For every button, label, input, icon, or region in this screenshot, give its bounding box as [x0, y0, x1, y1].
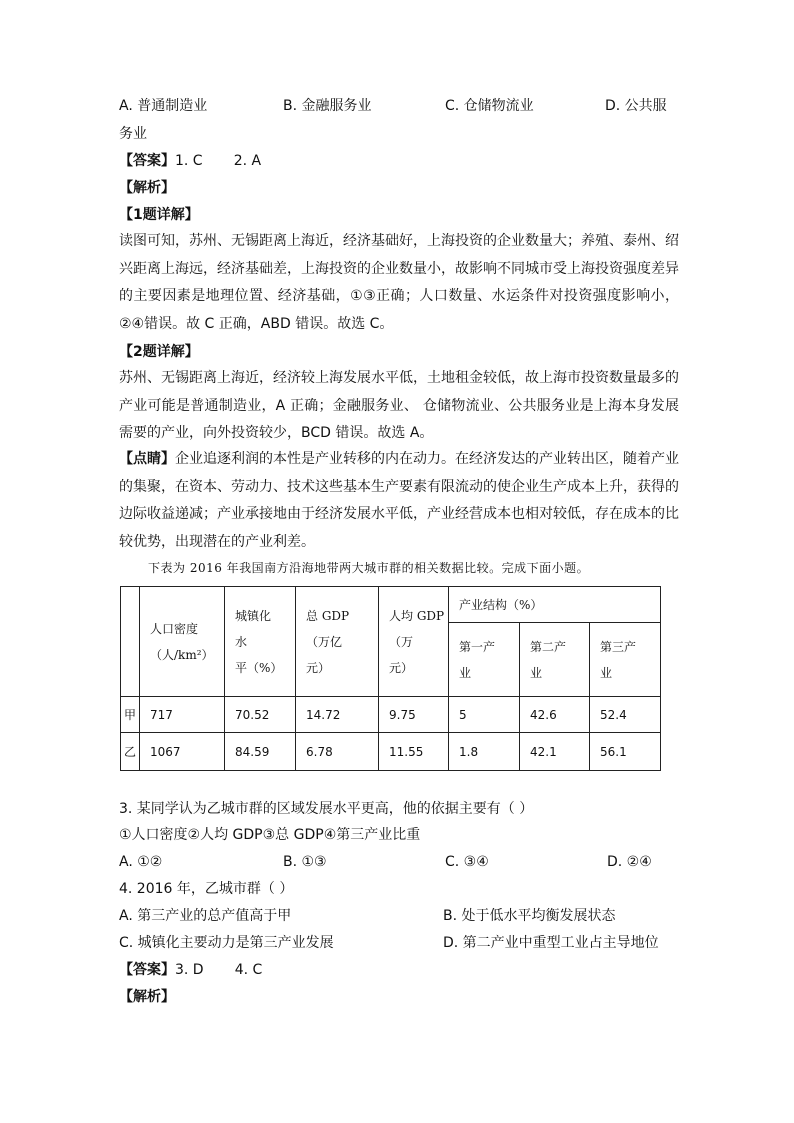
cell-per-capita-gdp: 9.75 [379, 697, 449, 733]
note-paragraph [119, 446, 679, 556]
detail-2-heading: 【2题详解】 [119, 344, 199, 360]
option-b: B. 处于低水平均衡发展状态 [443, 908, 616, 924]
header-per-capita-gdp: 人均 GDP （万 元） [379, 587, 449, 697]
cell-secondary: 42.1 [520, 733, 590, 771]
option-c: C. 仓储物流业 [445, 98, 534, 114]
answer-text: 3. D 4. C [175, 962, 263, 978]
analysis-heading: 【解析】 [119, 180, 175, 196]
table-header-row [121, 587, 661, 623]
answer-tag: 【答案】 [119, 962, 175, 978]
table-row [121, 697, 661, 733]
answer-line [119, 960, 262, 980]
table-caption: 下表为 2016 年我国南方沿海地带两大城市群的相关数据比较。完成下面小题。 [148, 561, 590, 575]
blank-header-cell [121, 587, 140, 697]
cell-primary: 1.8 [449, 733, 520, 771]
option-d: D. 第二产业中重型工业占主导地位 [443, 935, 659, 951]
header-industry-structure: 产业结构（%） [449, 587, 661, 623]
data-table [120, 586, 661, 771]
option-a: A. ①② [119, 854, 163, 870]
header-urbanization: 城镇化 水 平（%） [225, 587, 296, 697]
cell-total-gdp: 14.72 [296, 697, 379, 733]
cell-primary: 5 [449, 697, 520, 733]
answer-text: 1. C 2. A [175, 153, 262, 169]
option-d: D. ②④ [607, 854, 652, 870]
cell-density: 1067 [140, 733, 225, 771]
header-primary: 第一产 业 [449, 623, 520, 697]
cell-total-gdp: 6.78 [296, 733, 379, 771]
cell-per-capita-gdp: 11.55 [379, 733, 449, 771]
cell-urbanization: 84.59 [225, 733, 296, 771]
option-b: B. ①③ [283, 854, 327, 870]
option-b: B. 金融服务业 [283, 98, 372, 114]
question-3-items: ①人口密度②人均 GDP③总 GDP④第三产业比重 [119, 827, 421, 843]
option-d-continuation: 务业 [119, 126, 147, 142]
row-name: 甲 [121, 697, 140, 733]
note-tag: 【点睛】 [119, 451, 175, 467]
option-c: C. 城镇化主要动力是第三产业发展 [119, 935, 334, 951]
row-name: 乙 [121, 733, 140, 771]
question-4-stem: 4. 2016 年，乙城市群（ ） [119, 881, 294, 897]
option-c: C. ③④ [445, 854, 489, 870]
analysis-heading: 【解析】 [119, 989, 175, 1005]
cell-tertiary: 52.4 [590, 697, 661, 733]
header-tertiary: 第三产 业 [590, 623, 661, 697]
table-row [121, 733, 661, 771]
question-3-stem: 3. 某同学认为乙城市群的区域发展水平更高，他的依据主要有（ ） [119, 801, 534, 817]
option-d: D. 公共服 [605, 98, 667, 114]
header-total-gdp: 总 GDP （万亿 元） [296, 587, 379, 697]
detail-2-text: 苏州、无锡距离上海近，经济较上海发展水平低，土地租金较低，故上海市投资数量最多的产业可能是普通制造业，A 正确；金融服务业、 仓储物流业、公共服务业是上海本身发展需要的产业，向外投资较少，BCD 错误。故选 A。 [119, 370, 679, 441]
option-a: A. 第三产业的总产值高于甲 [119, 908, 292, 924]
detail-1-text: 读图可知，苏州、无锡距离上海近，经济基础好，上海投资的企业数量大；养殖、泰州、绍兴距离上海远，经济基础差，上海投资的企业数量小，故影响不同城市受上海投资强度差异的主要因素是地理位置、经济基础，①③正确；人口数量、水运条件对投资强度影响小，②④错误。故 C 正确，ABD 错误。故选 C。 [119, 233, 679, 332]
note-text: 企业追逐利润的本性是产业转移的内在动力。在经济发达的产业转出区，随着产业的集聚，在资本、劳动力、技术这些基本生产要素有限流动的使企业生产成本上升，获得的边际收益递减；产业承接地由于经济发展水平低，产业经营成本也相对较低，存在成本的比较优势，出现潜在的产业利差。 [119, 451, 679, 550]
cell-tertiary: 56.1 [590, 733, 661, 771]
header-secondary: 第二产 业 [520, 623, 590, 697]
cell-urbanization: 70.52 [225, 697, 296, 733]
header-density: 人口密度 （人/km²） [140, 587, 225, 697]
cell-secondary: 42.6 [520, 697, 590, 733]
option-a: A. 普通制造业 [119, 98, 208, 114]
answer-tag: 【答案】 [119, 153, 175, 169]
cell-density: 717 [140, 697, 225, 733]
detail-1-heading: 【1题详解】 [119, 207, 199, 223]
answer-line [119, 151, 261, 171]
